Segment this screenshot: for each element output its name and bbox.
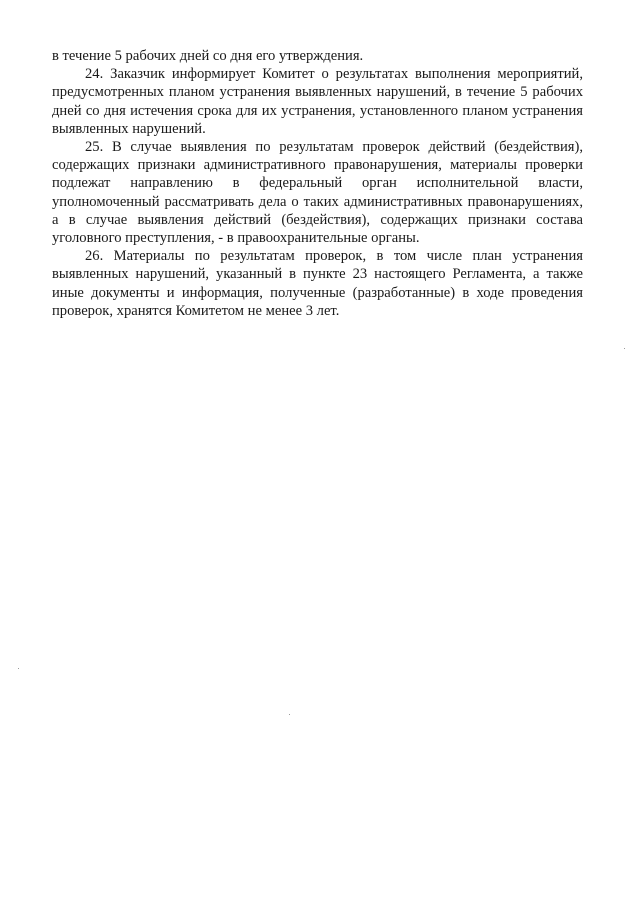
paragraph-item-25: 25. В случае выявления по результатам проверок действий (бездействия), содержащих признаки административного правонарушения, материалы проверки подлежат направлению в федеральный орган исполнительной власти, уполномоченный рассматривать дела о таких административных правонарушениях, а в случае выявления действий (бездействия), содержащих признаки состава уголовного преступления, - в правоохранительные органы. [52,139,583,247]
paragraph-item-26: 26. Материалы по результатам проверок, в том числе план устранения выявленных нарушений, указанный в пункте 23 настоящего Регламента, а также иные документы и информация, полученные (разработанные) в ходе проведения проверок, хранятся Комитетом не менее 3 лет. [52,248,583,319]
document-body [52,47,583,320]
scan-speck [18,668,19,669]
paragraph-item-24: 24. Заказчик информирует Комитет о результатах выполнения мероприятий, предусмотренных планом устранения выявленных нарушений, в течение 5 рабочих дней со дня истечения срока для их устранения, установленного планом устранения выявленных нарушений. [52,66,583,137]
paragraph-continuation: в течение 5 рабочих дней со дня его утверждения. [52,48,364,64]
scan-speck [624,348,625,349]
scan-speck [289,714,290,715]
